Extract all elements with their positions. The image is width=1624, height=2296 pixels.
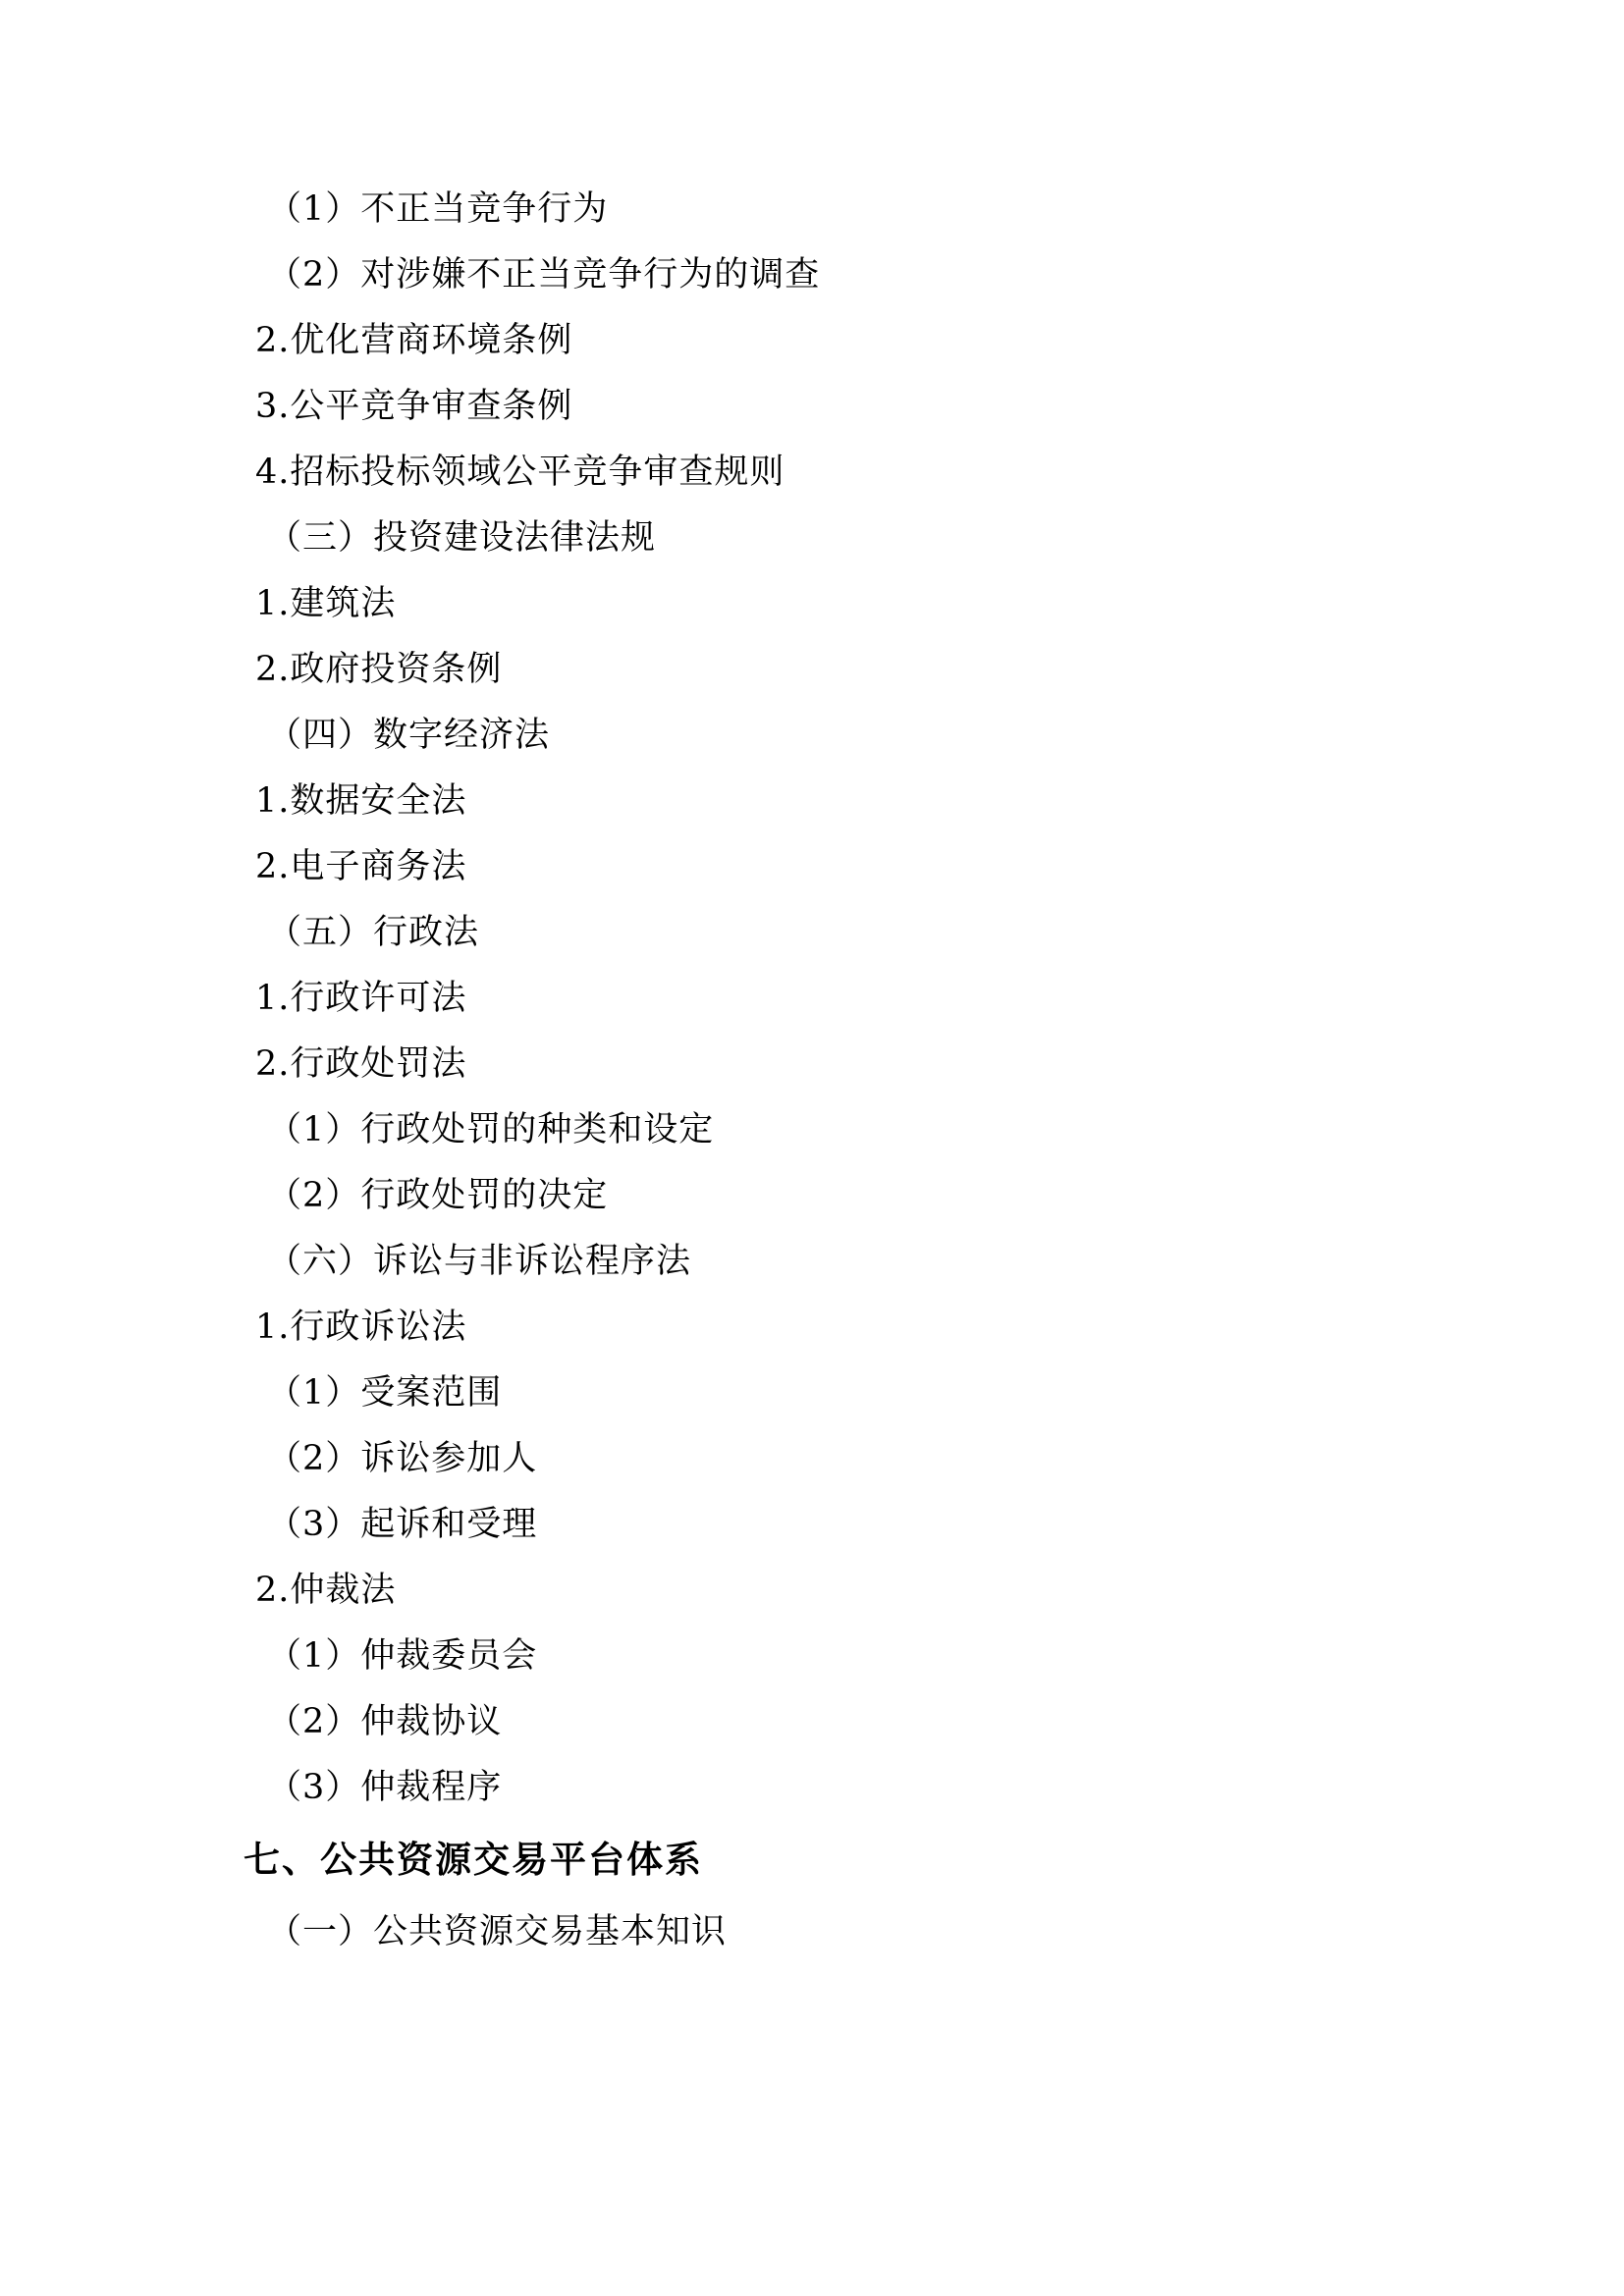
outline-line: 3.公平竞争审查条例 [255, 387, 573, 426]
outline-line: 2.政府投资条例 [255, 650, 503, 689]
outline-line: 2.电子商务法 [255, 847, 467, 886]
outline-line: 1.数据安全法 [255, 781, 467, 821]
outline-line: （1）仲裁委员会 [267, 1636, 538, 1676]
outline-line: 2.行政处罚法 [255, 1044, 467, 1084]
outline-line: 1.建筑法 [255, 584, 397, 623]
section-heading: 七、公共资源交易平台体系 [244, 1839, 703, 1881]
outline-line: （五）行政法 [267, 913, 480, 952]
outline-line: （3）仲裁程序 [267, 1768, 503, 1807]
outline-line: （2）行政处罚的决定 [267, 1176, 609, 1215]
outline-line: （四）数字经济法 [267, 716, 551, 755]
outline-line: （三）投资建设法律法规 [267, 518, 657, 558]
outline-line: 2.优化营商环境条例 [255, 321, 573, 360]
outline-line: （1）行政处罚的种类和设定 [267, 1110, 715, 1149]
outline-line: （1）不正当竞争行为 [267, 189, 609, 229]
outline-line: 1.行政诉讼法 [255, 1308, 467, 1347]
outline-line: （一）公共资源交易基本知识 [267, 1912, 728, 1951]
outline-line: （3）起诉和受理 [267, 1505, 538, 1544]
outline-line: 2.仲裁法 [255, 1571, 397, 1610]
outline-line: （六）诉讼与非诉讼程序法 [267, 1242, 692, 1281]
outline-line: （1）受案范围 [267, 1373, 503, 1413]
document-body [244, 177, 1398, 1965]
outline-line: 1.行政许可法 [255, 979, 467, 1018]
outline-line: （2）仲裁协议 [267, 1702, 503, 1741]
outline-line: （2）对涉嫌不正当竞争行为的调查 [267, 255, 821, 294]
outline-line: （2）诉讼参加人 [267, 1439, 538, 1478]
outline-line: 4.招标投标领域公平竞争审查规则 [255, 453, 785, 492]
